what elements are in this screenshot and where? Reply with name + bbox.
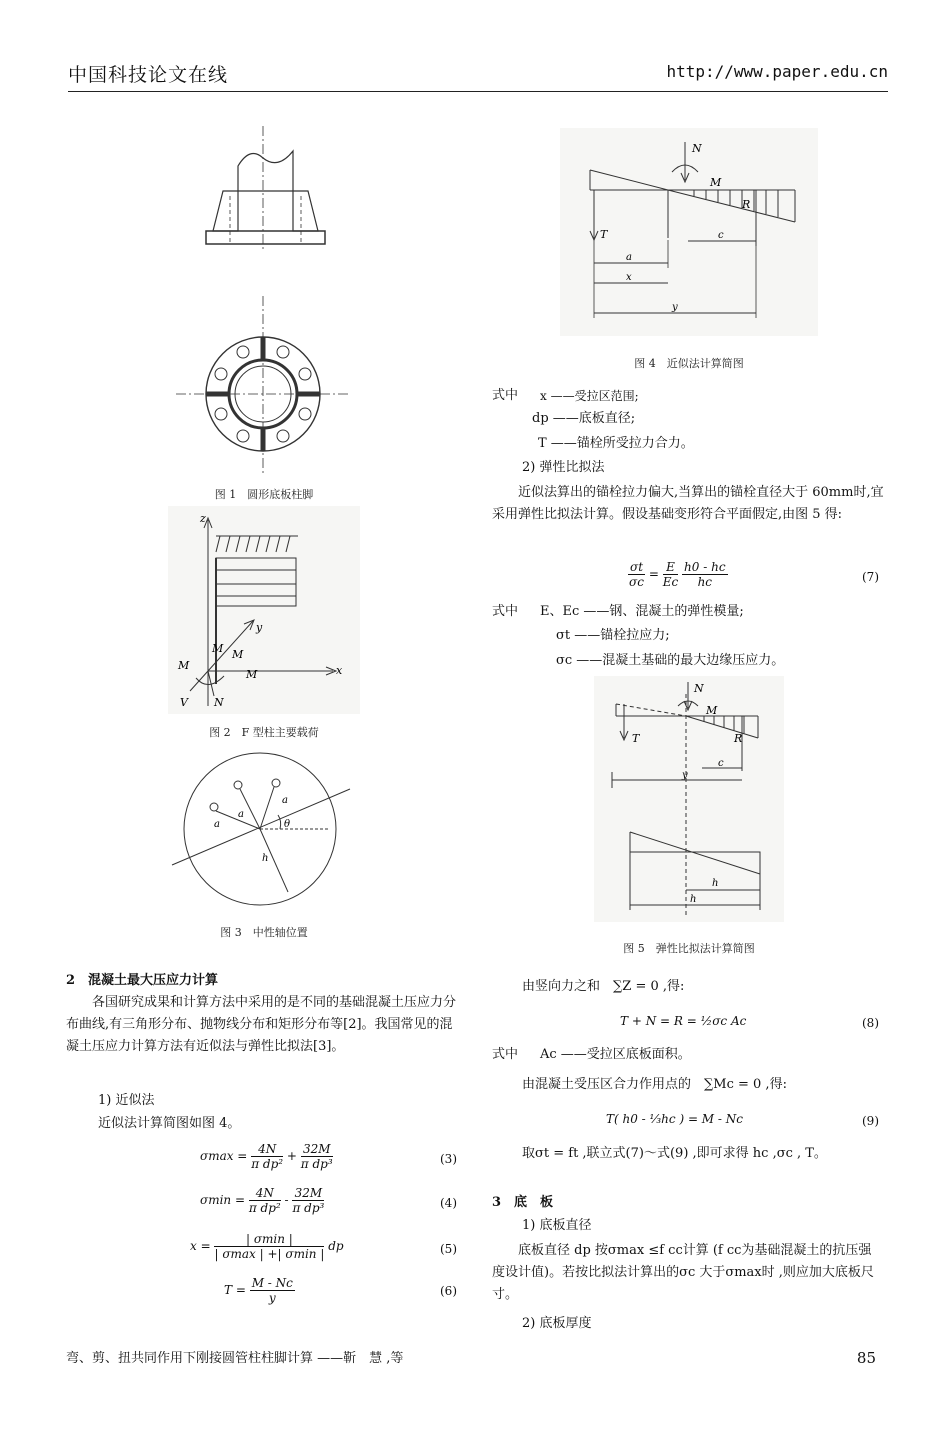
definition-dp: dp ——底板直径; bbox=[532, 411, 636, 426]
fig2-label-my: M bbox=[232, 648, 244, 661]
fig3-label-theta: θ bbox=[284, 819, 291, 830]
equation-9: T( h0 - ⅓hc ) = M - Nc bbox=[606, 1112, 743, 1126]
fig4-label-t: T bbox=[600, 228, 608, 241]
equation-5: x = $\frac{| \sigma\min |}{| \sigma\max | +| \sigma\min |}$ dp bbox=[190, 1232, 344, 1261]
fig5-label-h0: h bbox=[690, 894, 697, 905]
fig5-label-n: N bbox=[694, 682, 704, 695]
definitions-intro-3: 式中 bbox=[492, 1047, 519, 1062]
equation-7: $\frac{\sigma t}{\sigma c}$ = $\frac{E}{Ec}$ $\frac{h0 - hc}{hc}$ bbox=[629, 560, 726, 589]
fig4-label-r: R bbox=[742, 198, 751, 211]
paragraph-moment-sum: 由混凝土受压区合力作用点的 ∑Mc = 0 ,得: bbox=[522, 1077, 787, 1092]
fig5-label-c: c bbox=[718, 758, 724, 769]
item-elastic-method: 2) 弹性比拟法 bbox=[522, 460, 605, 475]
equation-6: T = $\frac{M - Nc}{y}$ bbox=[224, 1276, 293, 1305]
equation-4: σmin = $\frac{4N}{\text{π dp²}}$ - $\frac{32M}{\text{π dp³}}$ bbox=[200, 1186, 325, 1215]
fig5-label-hc: h bbox=[712, 878, 719, 889]
fig4-label-x: x bbox=[626, 272, 632, 283]
fig2-label-v: V bbox=[180, 696, 188, 709]
paragraph-plate-diameter: 底板直径 dp 按σmax ≤f cc计算 (f cc为基础混凝土的抗压强度设计值)。若按比拟法计算出的σc 大于σmax时 ,则应加大底板尺寸。 bbox=[492, 1243, 874, 1302]
fig4-label-c: c bbox=[718, 230, 724, 241]
figure-4-caption: 图 4 近似法计算简图 bbox=[634, 357, 744, 370]
definition-ac: Ac ——受拉区底板面积。 bbox=[540, 1047, 691, 1062]
footer-article-title: 弯、剪、扭共同作用下刚接圆管柱柱脚计算 ——靳 慧 ,等 bbox=[66, 1351, 404, 1366]
figure-3-neutral-axis bbox=[168, 747, 360, 915]
fig3-label-a: a bbox=[238, 809, 244, 820]
header-rule bbox=[68, 91, 888, 92]
item-plate-thickness: 2) 底板厚度 bbox=[522, 1316, 592, 1331]
paragraph-approx-intro: 近似法计算简图如图 4。 bbox=[98, 1116, 241, 1131]
figure-3-caption: 图 3 中性轴位置 bbox=[220, 926, 308, 939]
fig2-axis-x: x bbox=[336, 664, 343, 677]
paragraph-solve: 取σt = ft ,联立式(7)～式(9) ,即可求得 hc ,σc , T。 bbox=[522, 1146, 827, 1161]
equation-4-number: (4) bbox=[440, 1196, 457, 1210]
section-3-title: 3 底 板 bbox=[492, 1195, 554, 1210]
definition-sigma-c: σc ——混凝土基础的最大边缘压应力。 bbox=[556, 653, 785, 668]
equation-9-number: (9) bbox=[862, 1114, 879, 1128]
equation-6-number: (6) bbox=[440, 1284, 457, 1298]
paragraph-elastic-intro: 近似法算出的锚栓拉力偏大,当算出的锚栓直径大于 60mm时,宜采用弹性比拟法计算。假设基础变形符合平面假定,由图 5 得: bbox=[492, 485, 884, 522]
figure-2-loads bbox=[168, 506, 360, 714]
fig4-label-n: N bbox=[692, 142, 702, 155]
fig5-label-r: R bbox=[734, 732, 743, 745]
page-number: 85 bbox=[856, 1349, 876, 1367]
figure-2-caption: 图 2 F 型柱主要载荷 bbox=[209, 726, 319, 739]
definition-x: x ——受拉区范围; bbox=[540, 389, 639, 403]
fig3-label-a2: a bbox=[282, 795, 288, 806]
fig3-label-hc: h bbox=[262, 853, 269, 864]
journal-header: 中国科技论文在线 bbox=[68, 64, 229, 86]
section-2-title: 2 混凝土最大压应力计算 bbox=[66, 973, 219, 988]
definitions-intro-1: 式中 bbox=[492, 388, 519, 403]
figure-5-caption: 图 5 弹性比拟法计算简图 bbox=[623, 942, 755, 955]
fig2-label-mt: M bbox=[178, 659, 190, 672]
fig4-label-a: a bbox=[626, 252, 632, 263]
definition-sigma-t: σt ——锚栓拉应力; bbox=[556, 628, 670, 643]
item-plate-diameter: 1) 底板直径 bbox=[522, 1218, 592, 1233]
journal-url[interactable]: http://www.paper.edu.cn bbox=[666, 62, 888, 81]
equation-8-number: (8) bbox=[862, 1016, 879, 1030]
fig2-axis-y: y bbox=[256, 621, 263, 634]
item-approx-method: 1) 近似法 bbox=[98, 1093, 155, 1108]
figure-1-base-plate bbox=[168, 126, 360, 478]
definition-e: E、Ec ——钢、混凝土的弹性模量; bbox=[540, 604, 744, 619]
definitions-intro-2: 式中 bbox=[492, 604, 519, 619]
fig5-label-m: M bbox=[706, 704, 718, 717]
equation-7-number: (7) bbox=[862, 570, 879, 584]
fig4-label-y: y bbox=[672, 302, 678, 313]
paragraph-force-sum: 由竖向力之和 ∑Z = 0 ,得: bbox=[522, 979, 685, 994]
equation-5-number: (5) bbox=[440, 1242, 457, 1256]
fig2-label-mx: M bbox=[246, 668, 258, 681]
figure-4-approx-method bbox=[560, 128, 818, 336]
equation-8: T + N = R = ½σc Ac bbox=[620, 1014, 747, 1028]
definition-t: T ——锚栓所受拉力合力。 bbox=[538, 436, 694, 451]
equation-3: σmax = $\frac{4N}{\text{π dp²}}$ + $\frac{32M}{\text{π dp³}}$ bbox=[200, 1142, 333, 1171]
fig2-label-m: M bbox=[212, 642, 224, 655]
paragraph-stress-methods: 各国研究成果和计算方法中采用的是不同的基础混凝土压应力分布曲线,有三角形分布、抛物线分布和矩形分布等[2]。我国常见的混凝土压应力计算方法有近似法与弹性比拟法[3]。 bbox=[66, 995, 457, 1054]
fig2-axis-z: z bbox=[200, 512, 206, 525]
fig2-label-n: N bbox=[214, 696, 224, 709]
figure-5-elastic-method bbox=[594, 676, 784, 922]
fig3-label-a1: a bbox=[214, 819, 220, 830]
figure-1-caption: 图 1 圆形底板柱脚 bbox=[214, 488, 314, 501]
equation-3-number: (3) bbox=[440, 1152, 457, 1166]
fig5-label-t: T bbox=[632, 732, 640, 745]
fig5-label-y: y bbox=[682, 770, 688, 781]
fig4-label-m: M bbox=[710, 176, 722, 189]
